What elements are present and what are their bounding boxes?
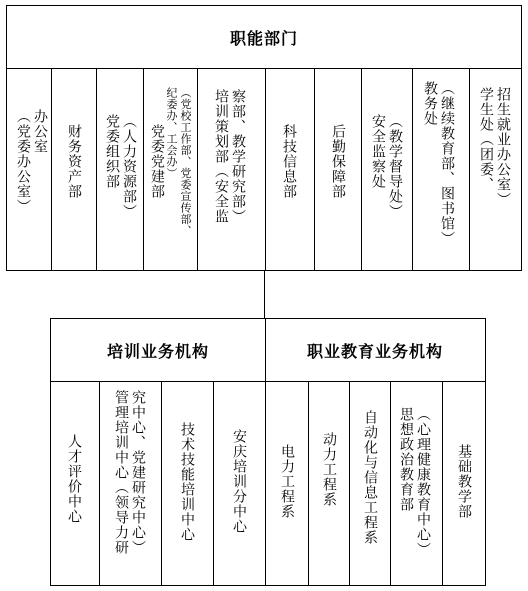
unit-technical-skills-label: 技术技能培训中心 (179, 422, 195, 542)
dept-organization-label: （人力资源部） 党委组织部 (104, 114, 137, 219)
functional-departments-row (6, 68, 522, 271)
vocational-units-header (265, 319, 485, 381)
unit-management-training (99, 382, 161, 585)
dept-training-planning-label: 察部、教学研究部） 培训策划部（安全监 (213, 89, 246, 224)
unit-power-engineering (265, 382, 308, 585)
dept-logistics (314, 69, 361, 270)
unit-anqing-branch-label: 安庆培训分中心 (231, 429, 247, 534)
unit-ideological-education-label: （心理健康教育中心） 思想政治教育部 (398, 407, 431, 557)
functional-departments-header (6, 5, 522, 69)
dept-student-affairs-label: 招生就业办公室） 学生处（团委、 (478, 87, 511, 207)
connector-line (264, 270, 265, 318)
dept-safety-supervision (361, 69, 412, 270)
unit-power-engineering-label: 电力工程系 (279, 444, 295, 519)
unit-management-training-label: 究中心、党建研究中心） 管理培训中心（领导力研 (113, 390, 146, 555)
unit-basic-teaching-label: 基础教学部 (456, 444, 472, 519)
business-units-header (50, 318, 486, 382)
unit-anqing-branch (213, 382, 265, 585)
dept-safety-supervision-label: （教学督导处） 安全监察处 (370, 114, 403, 219)
training-units-title: 培训业务机构 (106, 341, 209, 361)
dept-party-building-label: 党委党建部 (149, 124, 165, 199)
unit-dynamic-engineering (308, 382, 349, 585)
vocational-units-title: 职业教育业务机构 (306, 341, 443, 361)
dept-finance-label: 财务资产部 (66, 124, 82, 199)
unit-basic-teaching (442, 382, 485, 585)
dept-training-planning (197, 69, 265, 270)
dept-academic-affairs (412, 69, 469, 270)
dept-tech-info (265, 69, 314, 270)
dept-finance (51, 69, 96, 270)
unit-talent-evaluation (51, 382, 99, 585)
unit-dynamic-engineering-label: 动力工程系 (321, 432, 337, 507)
dept-logistics-label: 后勤保障部 (330, 124, 346, 199)
unit-talent-evaluation-label: 人才评价中心 (66, 434, 82, 524)
dept-student-affairs (469, 69, 521, 270)
dept-party-school-label: （党校工作部、党委宣传部、 纪委办、工会办） (165, 87, 192, 237)
dept-tech-info-label: 科技信息部 (281, 124, 297, 199)
dept-organization (96, 69, 143, 270)
dept-party-building (143, 69, 197, 270)
unit-technical-skills (161, 382, 213, 585)
dept-academic-affairs-label: （继续教育部、图书馆） 教务处 (422, 81, 455, 246)
dept-office (7, 69, 51, 270)
functional-departments-title: 职能部门 (229, 28, 298, 48)
unit-automation-it-label: 自动化与信息工程系 (362, 410, 378, 545)
dept-office-label: 办公室 （党委办公室） (15, 109, 48, 214)
unit-ideological-education (390, 382, 442, 585)
business-units-row (50, 381, 486, 586)
training-units-header (51, 319, 266, 381)
unit-automation-it (349, 382, 390, 585)
